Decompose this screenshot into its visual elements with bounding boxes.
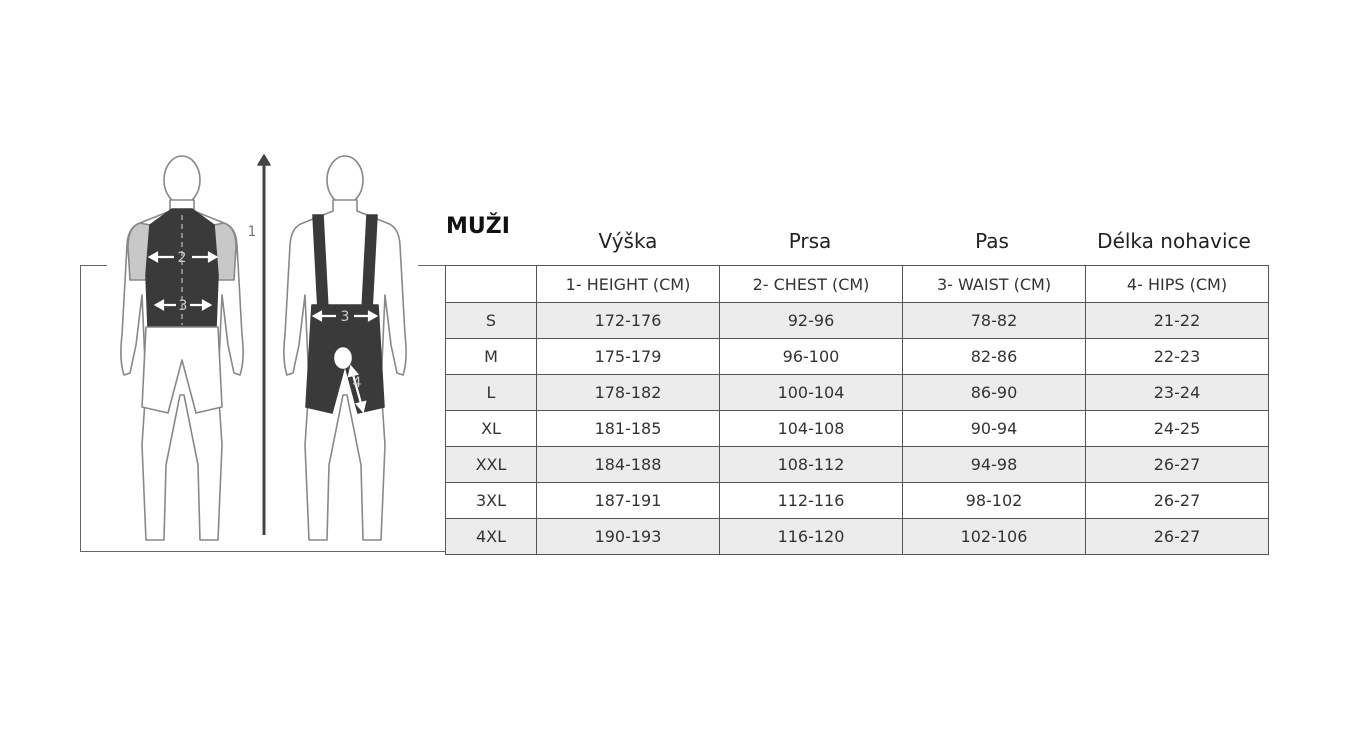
height-cell: 175-179 [537,339,720,375]
column-title-chest: Prsa [788,229,832,253]
waist-cell: 102-106 [903,519,1086,555]
chest-cell: 104-108 [720,411,903,447]
chest-cell: 116-120 [720,519,903,555]
size-cell: L [446,375,537,411]
header-cell-height: 1- HEIGHT (CM) [537,266,720,303]
table-row [446,303,1269,339]
body-measurement-diagram [100,145,430,545]
header-cell-size [446,266,537,303]
height-cell: 190-193 [537,519,720,555]
chest-cell: 96-100 [720,339,903,375]
waist-cell: 78-82 [903,303,1086,339]
height-arrow [258,155,270,535]
hips-label: 4 [352,375,362,391]
height-cell: 172-176 [537,303,720,339]
hips-cell: 24-25 [1086,411,1269,447]
table-row [446,447,1269,483]
waist-cell: 86-90 [903,375,1086,411]
chest-cell: 108-112 [720,447,903,483]
waist-label-front: 3 [178,298,188,314]
table-row [446,375,1269,411]
size-table [445,265,1269,555]
hips-cell: 23-24 [1086,375,1269,411]
header-cell-chest: 2- CHEST (CM) [720,266,903,303]
header-cell-hips: 4- HIPS (CM) [1086,266,1269,303]
hips-cell: 26-27 [1086,519,1269,555]
hips-cell: 26-27 [1086,483,1269,519]
table-row [446,411,1269,447]
size-cell: XL [446,411,537,447]
chest-cell: 92-96 [720,303,903,339]
table-row [446,519,1269,555]
chest-label: 2 [177,250,187,266]
height-label: 1 [247,224,257,240]
height-cell: 187-191 [537,483,720,519]
size-chart-title: MUŽI [446,214,510,239]
size-cell: S [446,303,537,339]
table-row [446,339,1269,375]
hips-cell: 26-27 [1086,447,1269,483]
waist-cell: 98-102 [903,483,1086,519]
size-cell: XXL [446,447,537,483]
hips-cell: 22-23 [1086,339,1269,375]
size-cell: 4XL [446,519,537,555]
back-figure [284,156,406,540]
height-cell: 184-188 [537,447,720,483]
column-title-leg-length: Délka nohavice [1097,229,1251,253]
size-cell: M [446,339,537,375]
column-title-height: Výška [598,229,658,253]
front-figure [121,156,243,540]
table-header-row [446,266,1269,303]
size-cell: 3XL [446,483,537,519]
waist-label-back: 3 [340,309,350,325]
header-cell-waist: 3- WAIST (CM) [903,266,1086,303]
hips-cell: 21-22 [1086,303,1269,339]
waist-cell: 82-86 [903,339,1086,375]
table-row [446,483,1269,519]
height-cell: 181-185 [537,411,720,447]
height-cell: 178-182 [537,375,720,411]
waist-cell: 90-94 [903,411,1086,447]
column-title-waist: Pas [975,229,1009,253]
waist-cell: 94-98 [903,447,1086,483]
chest-cell: 112-116 [720,483,903,519]
chest-cell: 100-104 [720,375,903,411]
